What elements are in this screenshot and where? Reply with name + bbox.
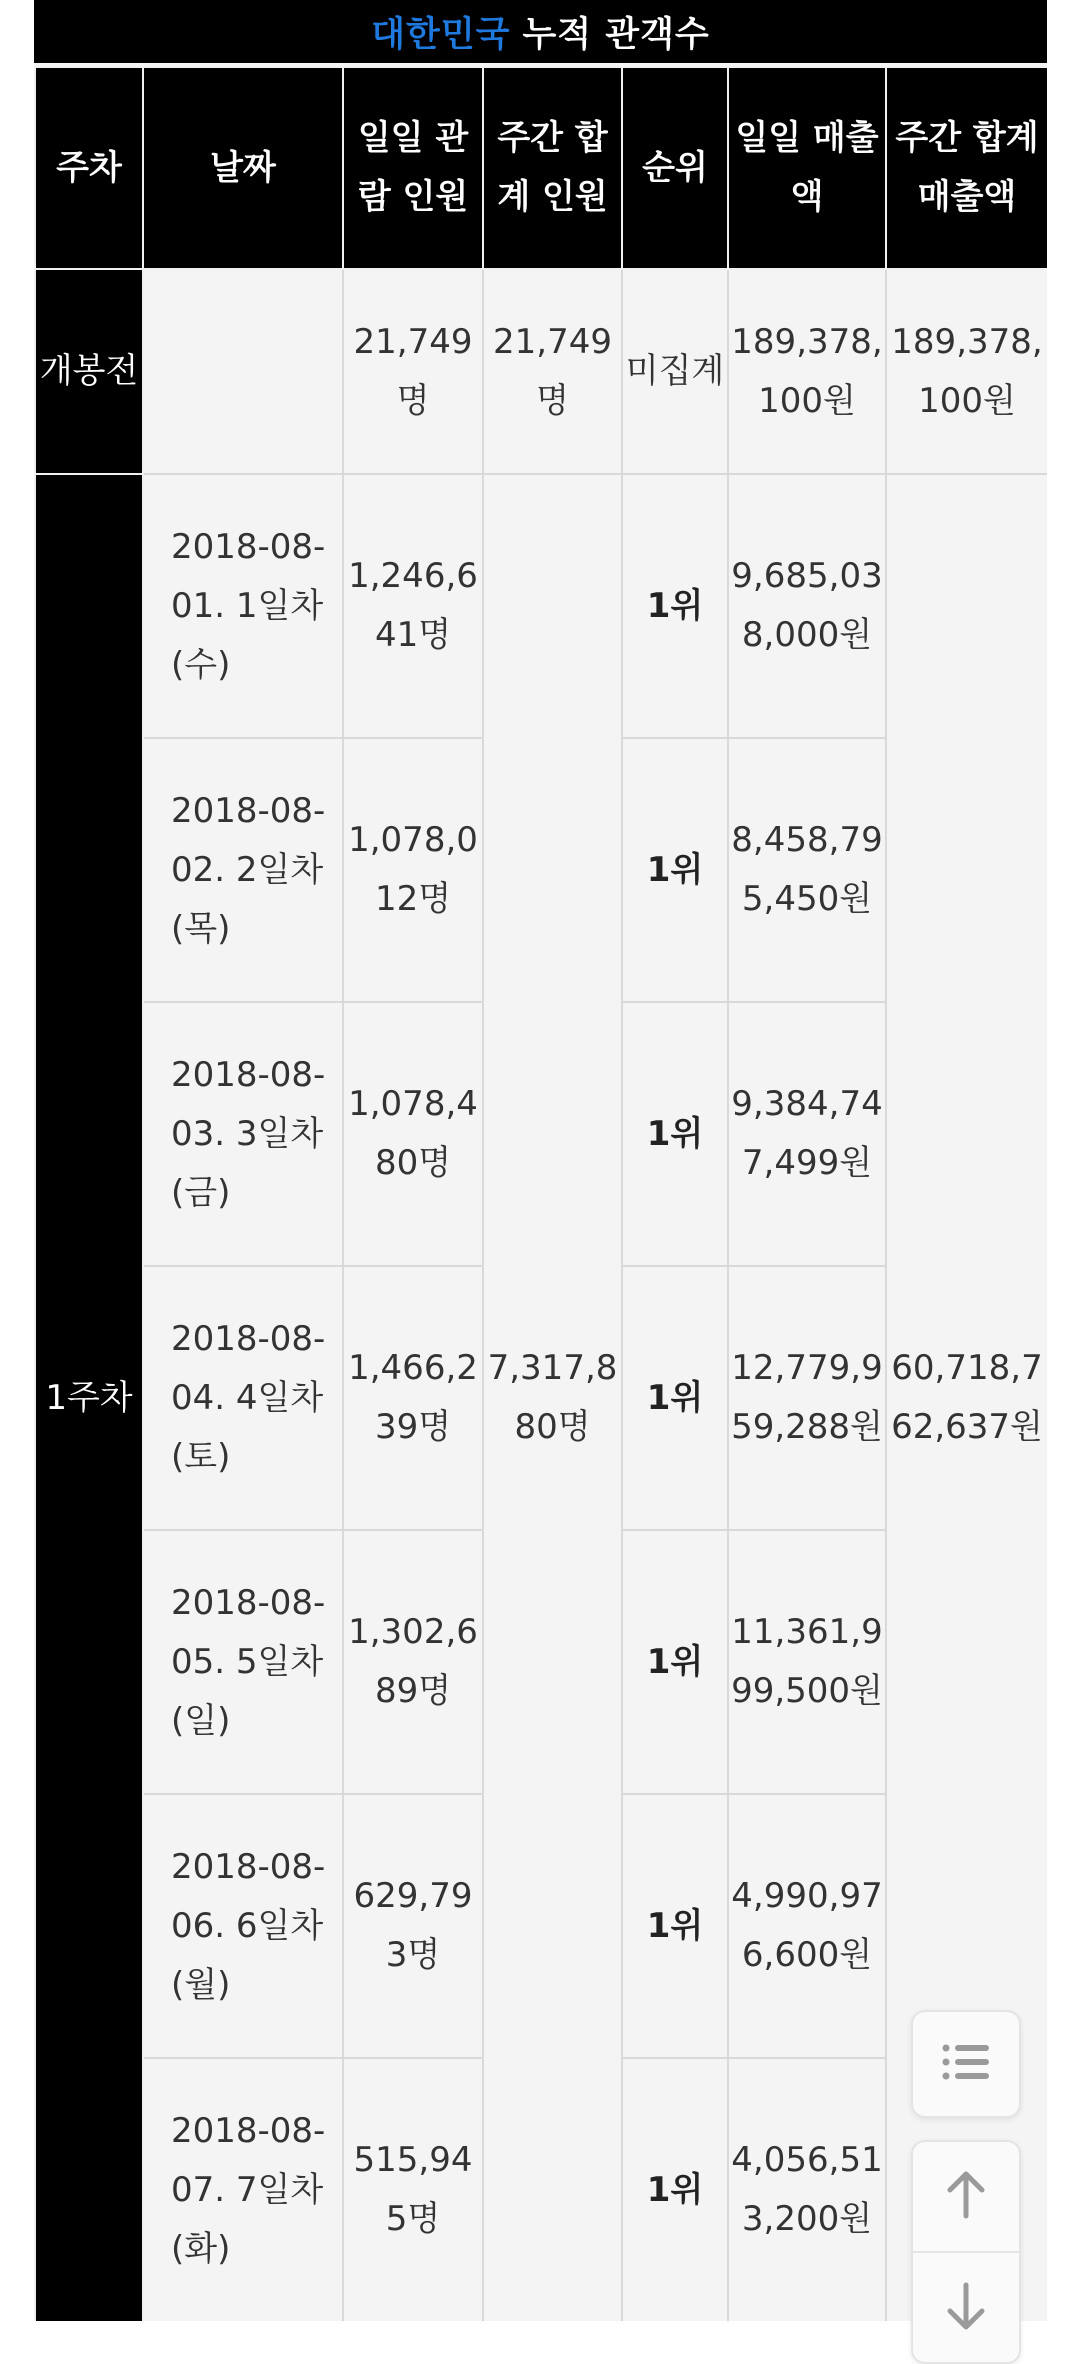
date-cell: 2018-08-01. 1일차(수) xyxy=(143,474,343,738)
daily-attendance-cell: 515,945명 xyxy=(343,2058,483,2321)
arrow-down-icon xyxy=(944,2281,988,2335)
box-office-table-container xyxy=(34,0,1047,2321)
header-daily-sales: 일일 매출액 xyxy=(728,67,886,269)
date-cell: 2018-08-02. 2일차(목) xyxy=(143,738,343,1002)
daily-sales-cell: 4,990,976,600원 xyxy=(728,1794,886,2058)
weekly-attendance-cell: 21,749명 xyxy=(483,269,622,474)
rank-cell: 미집계 xyxy=(622,269,728,474)
daily-sales-cell: 9,384,747,499원 xyxy=(728,1002,886,1266)
caption-text: 누적 관객수 xyxy=(522,14,710,55)
rank-cell: 1위 xyxy=(622,1266,728,1530)
rank-cell: 1위 xyxy=(622,2058,728,2321)
header-weekly-sales: 주간 합계 매출액 xyxy=(886,67,1047,269)
rank-cell: 1위 xyxy=(622,1002,728,1266)
header-week: 주차 xyxy=(35,67,143,269)
weekly-attendance-cell: 7,317,880명 xyxy=(483,474,622,2321)
daily-sales-cell: 12,779,959,288원 xyxy=(728,1266,886,1530)
rank-cell: 1위 xyxy=(622,474,728,738)
scroll-down-button[interactable] xyxy=(913,2253,1019,2362)
daily-sales-cell: 189,378,100원 xyxy=(728,269,886,474)
daily-attendance-cell: 1,078,480명 xyxy=(343,1002,483,1266)
table-row xyxy=(35,474,1047,738)
weekly-sales-cell: 189,378,100원 xyxy=(886,269,1047,474)
scroll-up-button[interactable] xyxy=(913,2142,1019,2251)
header-weekly-attendance: 주간 합계 인원 xyxy=(483,67,622,269)
daily-sales-cell: 4,056,513,200원 xyxy=(728,2058,886,2321)
rank-cell: 1위 xyxy=(622,1794,728,2058)
daily-sales-cell: 9,685,038,000원 xyxy=(728,474,886,738)
rank-cell: 1위 xyxy=(622,1530,728,1794)
rank-cell: 1위 xyxy=(622,738,728,1002)
daily-sales-cell: 11,361,999,500원 xyxy=(728,1530,886,1794)
date-cell: 2018-08-07. 7일차(화) xyxy=(143,2058,343,2321)
date-cell: 2018-08-05. 5일차(일) xyxy=(143,1530,343,1794)
daily-attendance-cell: 629,793명 xyxy=(343,1794,483,2058)
weekly-sales-cell: 60,718,762,637원 xyxy=(886,474,1047,2321)
date-cell: 2018-08-04. 4일차(토) xyxy=(143,1266,343,1530)
scroll-nav-group xyxy=(911,2140,1021,2364)
date-cell xyxy=(143,269,343,474)
header-daily-attendance: 일일 관람 인원 xyxy=(343,67,483,269)
week-cell: 1주차 xyxy=(35,474,143,2321)
daily-attendance-cell: 1,302,689명 xyxy=(343,1530,483,1794)
box-office-table xyxy=(34,66,1047,2321)
caption-highlight: 대한민국 xyxy=(371,14,511,55)
table-row xyxy=(35,269,1047,474)
header-row xyxy=(35,67,1047,269)
week-cell: 개봉전 xyxy=(35,269,143,474)
date-cell: 2018-08-03. 3일차(금) xyxy=(143,1002,343,1266)
table-caption xyxy=(34,0,1047,63)
table-of-contents-button[interactable] xyxy=(911,2010,1021,2118)
daily-attendance-cell: 1,466,239명 xyxy=(343,1266,483,1530)
header-rank: 순위 xyxy=(622,67,728,269)
list-icon xyxy=(941,2042,991,2086)
daily-attendance-cell: 1,078,012명 xyxy=(343,738,483,1002)
daily-attendance-cell: 21,749명 xyxy=(343,269,483,474)
header-date: 날짜 xyxy=(143,67,343,269)
daily-sales-cell: 8,458,795,450원 xyxy=(728,738,886,1002)
daily-attendance-cell: 1,246,641명 xyxy=(343,474,483,738)
date-cell: 2018-08-06. 6일차(월) xyxy=(143,1794,343,2058)
arrow-up-icon xyxy=(944,2170,988,2224)
